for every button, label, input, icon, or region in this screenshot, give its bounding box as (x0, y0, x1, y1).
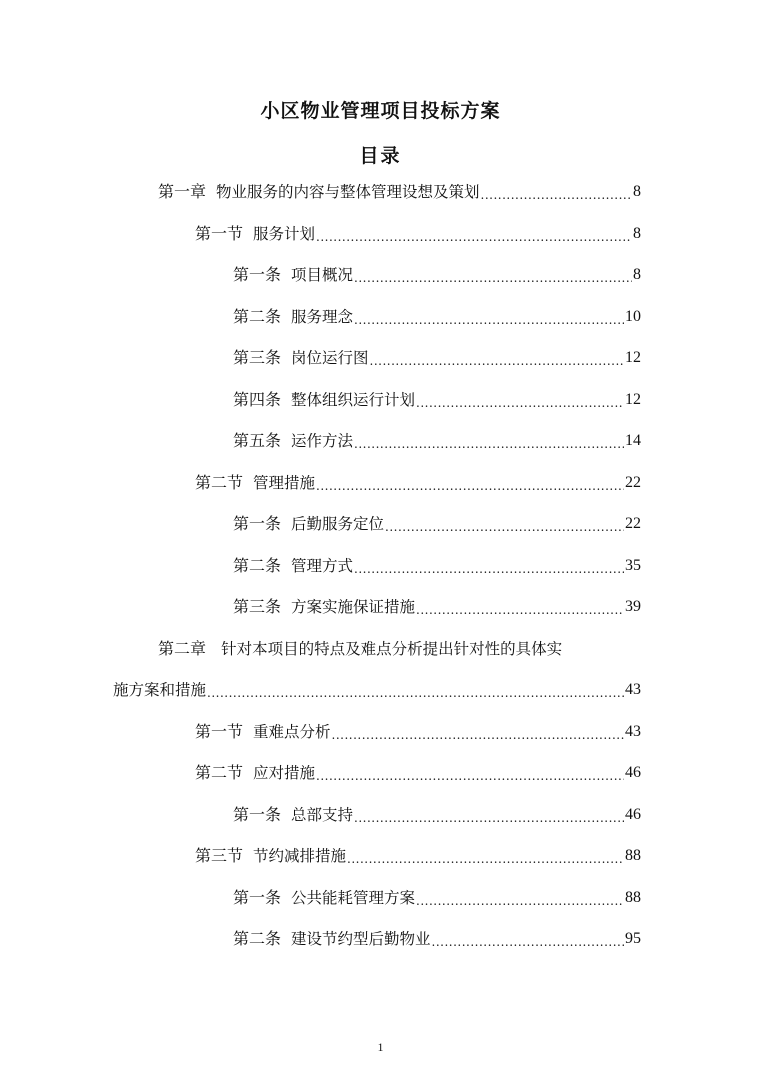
toc-entry-article[interactable] (233, 885, 641, 911)
toc-entry-article[interactable] (233, 802, 641, 828)
toc-entry-page: 95 (625, 930, 641, 947)
toc-leader-dots (416, 600, 624, 620)
toc-entry-title: 物业服务的内容与整体管理设想及策划 (216, 183, 480, 201)
toc-leader-dots (207, 683, 624, 703)
toc-leader-dots (416, 891, 624, 911)
toc-entry-title-continued: 施方案和措施 (113, 681, 207, 699)
toc-entry-number: 第五条 (233, 431, 282, 450)
toc-entry-page: 46 (625, 806, 641, 823)
toc-entry-article[interactable] (233, 926, 641, 952)
toc-entry-number: 第一条 (233, 805, 282, 824)
toc-entry-number: 第一节 (195, 722, 244, 741)
toc-entry-article[interactable] (233, 387, 641, 413)
toc-entry-page: 43 (625, 681, 641, 698)
toc-entry-number: 第二条 (233, 307, 282, 326)
toc-leader-dots (316, 476, 624, 496)
toc-entry-title: 服务计划 (253, 225, 316, 243)
toc-entry-title: 岗位运行图 (291, 349, 369, 367)
toc-leader-dots (481, 185, 632, 205)
toc-entry-number: 第三节 (195, 846, 244, 865)
toc-entry-title: 公共能耗管理方案 (291, 889, 416, 907)
toc-entry-page: 35 (625, 557, 641, 574)
toc-leader-dots (354, 808, 624, 828)
toc-entry-number: 第四条 (233, 390, 282, 409)
toc-leader-dots (316, 227, 632, 247)
toc-leader-dots (354, 559, 624, 579)
toc-entry-number: 第一节 (195, 224, 244, 243)
toc-entry-chapter-2[interactable] (158, 636, 641, 662)
toc-entry-title: 总部支持 (291, 806, 354, 824)
toc-entry-section[interactable] (195, 470, 641, 496)
toc-entry-page: 12 (625, 391, 641, 408)
toc-entry-title: 管理方式 (291, 557, 354, 575)
toc-entry-title: 节约减排措施 (253, 847, 347, 865)
toc-entry-number: 第一条 (233, 514, 282, 533)
toc-entry-title: 项目概况 (291, 266, 354, 284)
toc-entry-section[interactable] (195, 221, 641, 247)
toc-leader-dots (385, 517, 624, 537)
toc-entry-title: 管理措施 (253, 474, 316, 492)
toc-leader-dots (354, 310, 624, 330)
toc-entry-title: 运作方法 (291, 432, 354, 450)
toc-entry-page: 8 (633, 225, 641, 242)
toc-entry-number: 第二节 (195, 763, 244, 782)
toc-entry-article[interactable] (233, 304, 641, 330)
toc-entry-page: 46 (625, 764, 641, 781)
toc-entry-title: 后勤服务定位 (291, 515, 385, 533)
toc-entry-page: 10 (625, 308, 641, 325)
toc-entry-section[interactable] (195, 843, 641, 869)
toc-entry-number: 第一条 (233, 888, 282, 907)
page-number: 1 (377, 1040, 384, 1054)
toc-entry-number: 第一条 (233, 265, 282, 284)
toc-entry-section[interactable] (195, 760, 641, 786)
toc-leader-dots (354, 434, 624, 454)
toc-leader-dots (316, 766, 624, 786)
toc-entry-chapter-2-continued[interactable] (113, 677, 641, 703)
toc-entry-page: 88 (625, 847, 641, 864)
toc-heading: 目录 (359, 145, 402, 167)
toc-entry-page: 8 (633, 266, 641, 283)
toc-entry-page: 22 (625, 515, 641, 532)
toc-leader-dots (370, 351, 624, 371)
toc-entry-page: 39 (625, 598, 641, 615)
toc-leader-dots (347, 849, 624, 869)
toc-leader-dots (354, 268, 632, 288)
toc-entry-page: 14 (625, 432, 641, 449)
toc-entry-article[interactable] (233, 553, 641, 579)
toc-entry-article[interactable] (233, 511, 641, 537)
toc-entry-title: 方案实施保证措施 (291, 598, 416, 616)
toc-entry-title: 应对措施 (253, 764, 316, 782)
toc-entry-chapter-1[interactable] (158, 179, 641, 205)
document-title: 小区物业管理项目投标方案 (260, 100, 501, 122)
toc-entry-number: 第二条 (233, 556, 282, 575)
toc-entry-number: 第三条 (233, 348, 282, 367)
toc-entry-page: 88 (625, 889, 641, 906)
toc-entry-number: 第二条 (233, 929, 282, 948)
toc-entry-article[interactable] (233, 428, 641, 454)
toc-entry-article[interactable] (233, 262, 641, 288)
toc-entry-page: 8 (633, 183, 641, 200)
toc-entry-section[interactable] (195, 719, 641, 745)
toc-entry-page: 22 (625, 474, 641, 491)
toc-entry-article[interactable] (233, 345, 641, 371)
toc-entry-number: 第二章 (158, 639, 207, 658)
toc-leader-dots (432, 932, 624, 952)
toc-entry-title: 针对本项目的特点及难点分析提出针对性的具体实 (221, 640, 563, 658)
toc-entry-number: 第二节 (195, 473, 244, 492)
toc-entry-title: 服务理念 (291, 308, 354, 326)
toc-entry-page: 12 (625, 349, 641, 366)
toc-entry-number: 第三条 (233, 597, 282, 616)
toc-leader-dots (416, 393, 624, 413)
toc-entry-article[interactable] (233, 594, 641, 620)
toc-leader-dots (332, 725, 624, 745)
toc-entry-title: 整体组织运行计划 (291, 391, 416, 409)
toc-entry-title: 重难点分析 (253, 723, 331, 741)
toc-entry-number: 第一章 (158, 182, 207, 201)
toc-entry-title: 建设节约型后勤物业 (291, 930, 431, 948)
toc-entry-page: 43 (625, 723, 641, 740)
